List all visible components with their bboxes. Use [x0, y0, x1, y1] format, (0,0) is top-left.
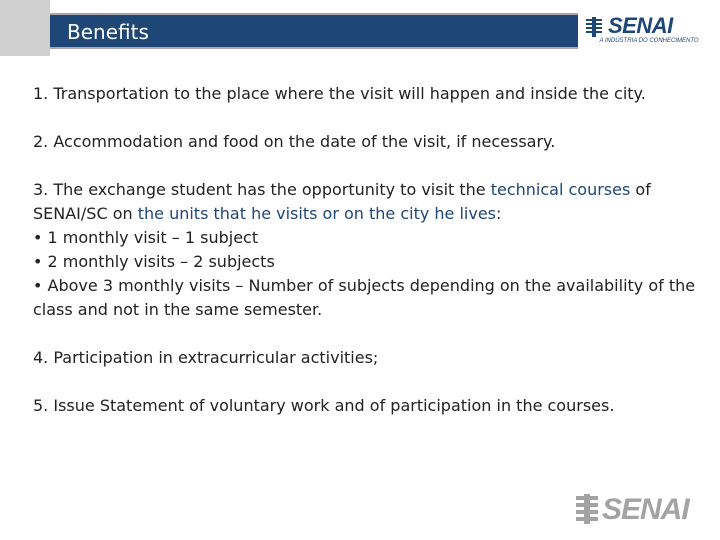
item-text: 1. Transportation to the place where the visit will happen and inside the city.: [33, 84, 646, 103]
sub-bullet: • 2 monthly visits – 2 subjects: [33, 252, 275, 271]
item-text: 4. Participation in extracurricular activities;: [33, 348, 379, 367]
senai-logo: [578, 13, 720, 49]
left-gray-block: [0, 0, 50, 56]
item-text: 3. The exchange student has the opportunity to visit the: [33, 180, 491, 199]
list-item: [33, 394, 703, 418]
item-text: :: [496, 204, 502, 223]
list-item: [33, 346, 703, 370]
logo-wordmark: SENAI: [608, 13, 673, 38]
item-text: 2. Accommodation and food on the date of the visit, if necessary.: [33, 132, 556, 151]
senai-emblem-icon: [584, 17, 604, 37]
list-item: [33, 178, 703, 322]
benefits-list: [33, 82, 703, 442]
item-text: of SENAI/SC on: [33, 180, 651, 223]
units-text: the units that he visits or on the city he lives: [137, 204, 497, 223]
technical-courses-text: technical courses: [490, 180, 631, 199]
logo-tagline: A INDÚSTRIA DO CONHECIMENTO: [599, 38, 699, 44]
footer-senai-logo: [576, 494, 708, 526]
footer-wordmark: SENAI: [602, 493, 689, 526]
page-title: Benefits: [67, 20, 149, 44]
footer-emblem-icon: [576, 494, 598, 526]
item-text: 5. Issue Statement of voluntary work and of participation in the courses.: [33, 396, 615, 415]
sub-bullet: • 1 monthly visit – 1 subject: [33, 228, 259, 247]
list-item: [33, 82, 703, 106]
sub-bullet: • Above 3 monthly visits – Number of subjects depending on the availability of the class and not in the same semester.: [33, 276, 696, 319]
list-item: [33, 130, 703, 154]
